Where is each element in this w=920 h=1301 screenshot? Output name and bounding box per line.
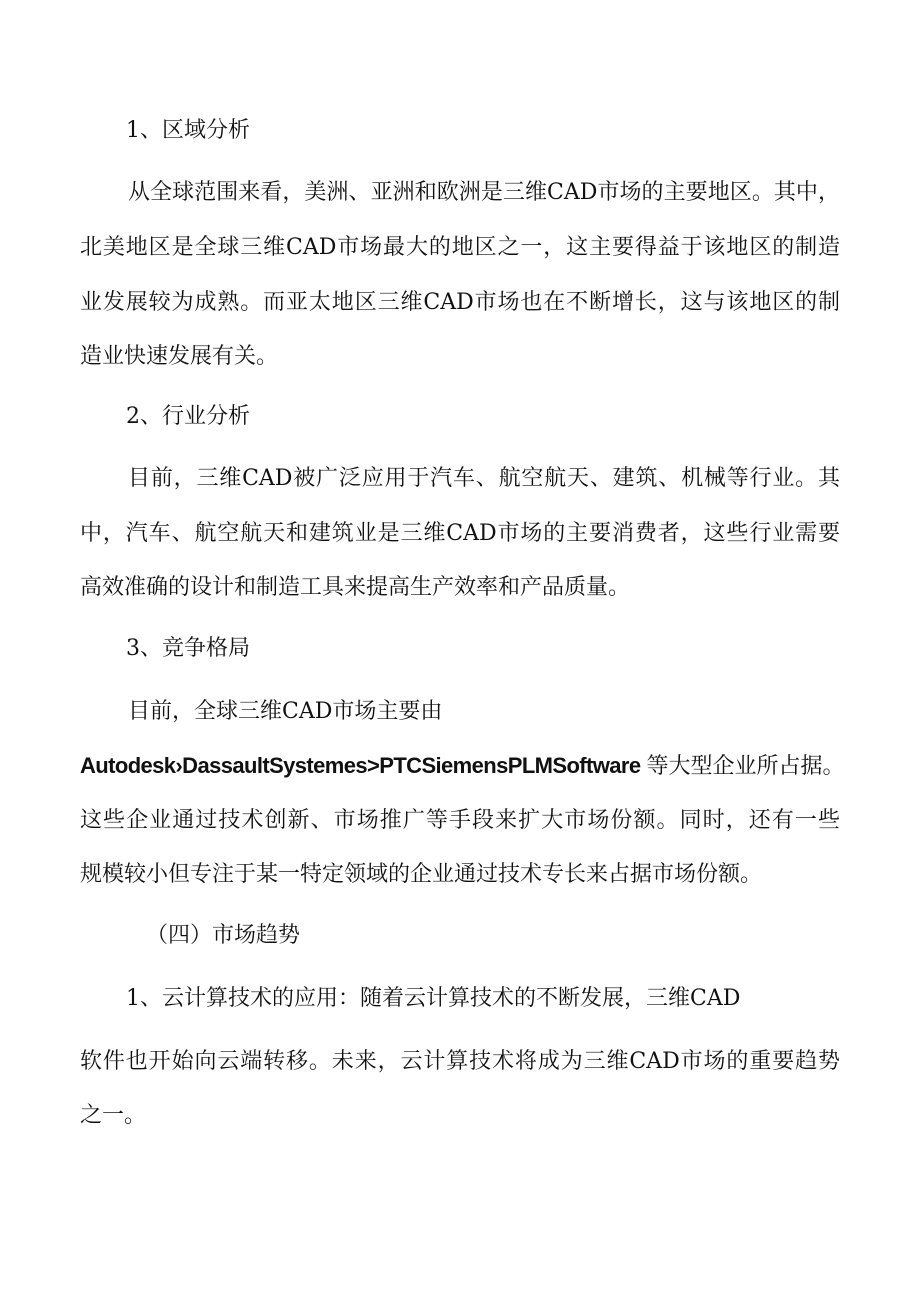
paragraph-line: 中，汽车、航空航天和建筑业是三维CAD市场的主要消费者，这些行业需要 <box>80 521 840 546</box>
section-heading-industry-analysis: 2、行业分析 <box>126 404 250 429</box>
company-names-suffix: 等大型企业所占据。 <box>646 754 845 779</box>
paragraph-line: 之一。 <box>80 1103 147 1128</box>
paragraph-line: 北美地区是全球三维CAD市场最大的地区之一，这主要得益于该地区的制造 <box>80 235 840 260</box>
paragraph-line: 从全球范围来看，美洲、亚洲和欧洲是三维CAD市场的主要地区。其中， <box>128 180 840 205</box>
company-names: Autodesk›DassaultSystemes>PTCSiemensPLMSoftware <box>80 753 641 778</box>
paragraph-line-companies <box>80 751 845 782</box>
paragraph-line: 规模较小但专注于某一特定领域的企业通过技术专长来占据市场份额。 <box>80 862 763 887</box>
paragraph-line: 高效准确的设计和制造工具来提高生产效率和产品质量。 <box>80 575 631 600</box>
paragraph-line: 软件也开始向云端转移。未来，云计算技术将成为三维CAD市场的重要趋势 <box>80 1049 840 1074</box>
paragraph-line: 目前，全球三维CAD市场主要由 <box>128 699 443 724</box>
paragraph-line: 造业快速发展有关。 <box>80 344 279 369</box>
paragraph-line: 1、云计算技术的应用：随着云计算技术的不断发展，三维CAD <box>126 986 741 1011</box>
paragraph-line: 业发展较为成熟。而亚太地区三维CAD市场也在不断增长，这与该地区的制 <box>80 290 840 315</box>
section-heading-regional-analysis: 1、区域分析 <box>126 118 250 143</box>
paragraph-line: 这些企业通过技术创新、市场推广等手段来扩大市场份额。同时，还有一些 <box>80 808 840 833</box>
section-heading-competitive-landscape: 3、竞争格局 <box>126 636 250 661</box>
paragraph-line: 目前，三维CAD被广泛应用于汽车、航空航天、建筑、机械等行业。其 <box>128 466 840 491</box>
section-heading-market-trends: （四）市场趋势 <box>146 923 301 948</box>
